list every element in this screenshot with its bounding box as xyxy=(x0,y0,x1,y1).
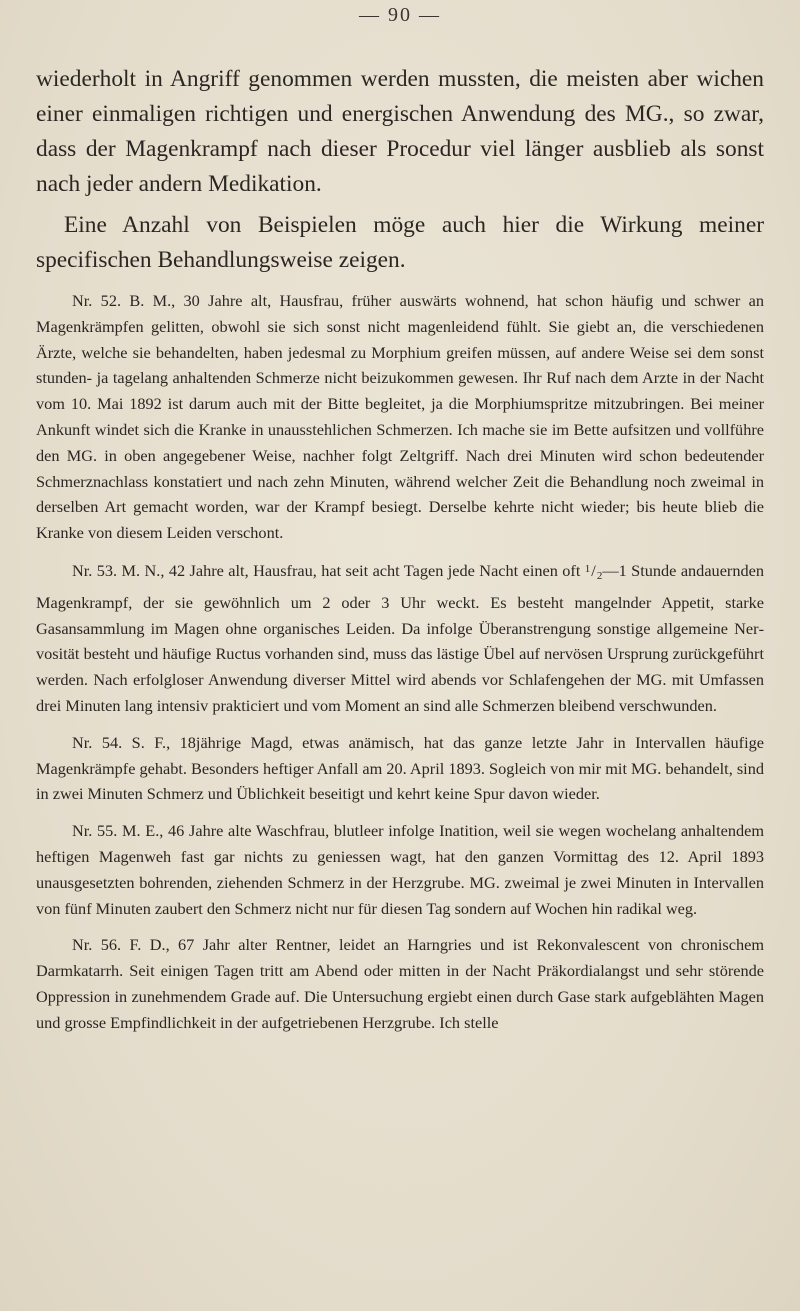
case-56-paragraph: Nr. 56. F. D., 67 Jahr alter Rentner, leidet an Harngries und ist Rekonvalescent von chronischem Darmkatarrh. Seit einigen Tagen tritt am Abend oder mitten in der Nacht Präkordialangst und sehr störende Oppression in zunehmendem Grade auf. Die Untersuchung ergiebt einen durch Gase stark aufgeblähten Magen und grosse Empfindlichkeit in der aufgetriebenen Herzgrube. Ich stelle xyxy=(36,935,764,1032)
case-55-paragraph: Nr. 55. M. E., 46 Jahre alte Waschfrau, blutleer infolge Inatition, weil sie wegen wochelang anhaltendem heftigen Magenweh fast gar nichts zu geniessen wagt, hat den ganzen Vormittag des 12. April 1893 unausgesetzten bohrenden, ziehenden Schmerz in der Herzgrube. MG. zweimal je zwei Minuten in Intervallen von fünf Minuten zaubert den Schmerz nicht nur für diesen Tag sondern auf Wochen hin radikal weg. xyxy=(36,821,764,918)
case-54-paragraph: Nr. 54. S. F., 18jährige Magd, etwas anämisch, hat das ganze letzte Jahr in Intervallen häufige Magenkrämpfe gehabt. Besonders heftiger Anfall am 20. April 1893. Sogleich von mir mit MG. behandelt, sind in zwei Minuten Schmerz und Üblichkeit beseitigt und kehrt keine Spur davon wieder. xyxy=(36,732,764,804)
intro-paragraph-continuation: wiederholt in Angriff genommen werden mussten, die meisten aber wichen einer einmaligen richtigen und energischen Anwendung des MG., so zwar, dass der Magenkrampf nach dieser Procedur viel länger ausblieb als sonst nach jeder andern Medikation. xyxy=(36,66,764,197)
case-53-text-before: Nr. 53. M. N., 42 Jahre alt, Hausfrau, hat seit acht Tagen jede Nacht einen oft xyxy=(72,560,585,580)
fraction-numerator: 1 xyxy=(584,562,591,575)
page-number: — 90 — xyxy=(359,4,441,26)
fraction-slash: / xyxy=(591,560,596,580)
fraction-denominator: 2 xyxy=(596,569,603,582)
case-53-text-after: —1 Stunde andauernden Magenkrampf, der sie gewöhnlich um 2 oder 3 Uhr weckt. Es besteht mangelnder Appetit, starke Gasansammlung im Magen ohne organisches Leiden. Da infolge Überanstrengung sonstige allgemeine Nervosität besteht und häufige Ructus vorhanden sind, muss das lästige Übel auf nervösen Ursprung zurückgeführt werden. Nach erfolgloser Anwendung diverser Mittel wird abends vor Schlafengehen der MG. mit Umfassen drei Minuten lang intensiv prakticiert und vom Moment an sind alle Schmerzen bleibend verschwunden. xyxy=(36,560,764,715)
case-53-paragraph xyxy=(36,557,764,719)
intro-paragraph-examples: Eine Anzahl von Beispielen möge auch hier die Wirkung meiner specifischen Behandlungsweise zeigen. xyxy=(36,212,764,273)
case-52-paragraph: Nr. 52. B. M., 30 Jahre alt, Hausfrau, früher auswärts wohnend, hat schon häufig und schwer an Magenkrämpfen gelitten, obwohl sie sich sonst nicht magenleidend fühlt. Sie giebt an, die verschiedenen Ärzte, welche sie behandelten, haben jedesmal zu Morphium greifen müssen, auf andere Weise sei dem sonst stunden- ja tagelang anhaltenden Schmerze nicht beizukommen gewesen. Ihr Ruf nach dem Arzte in der Nacht vom 10. Mai 1892 ist darum auch mit der Bitte begleitet, ja die Morphiumspritze mitzubringen. Bei meiner Ankunft windet sich die Kranke in unausstehlichen Schmerzen. Ich mache sie im Bette aufsitzen und vollführe den MG. in oben angegebener Weise, nachher folgt Zeltgriff. Nach drei Minuten wird schon bedeutender Schmerznachlass konstatiert und nach zehn Minuten, während welcher Zeit die Behandlung noch zweimal in derselben Art gemacht worden, war der Krampf besiegt. Derselbe kehrte nicht wieder; bis heute blieb die Kranke von diesem Leiden verschont. xyxy=(36,291,764,543)
